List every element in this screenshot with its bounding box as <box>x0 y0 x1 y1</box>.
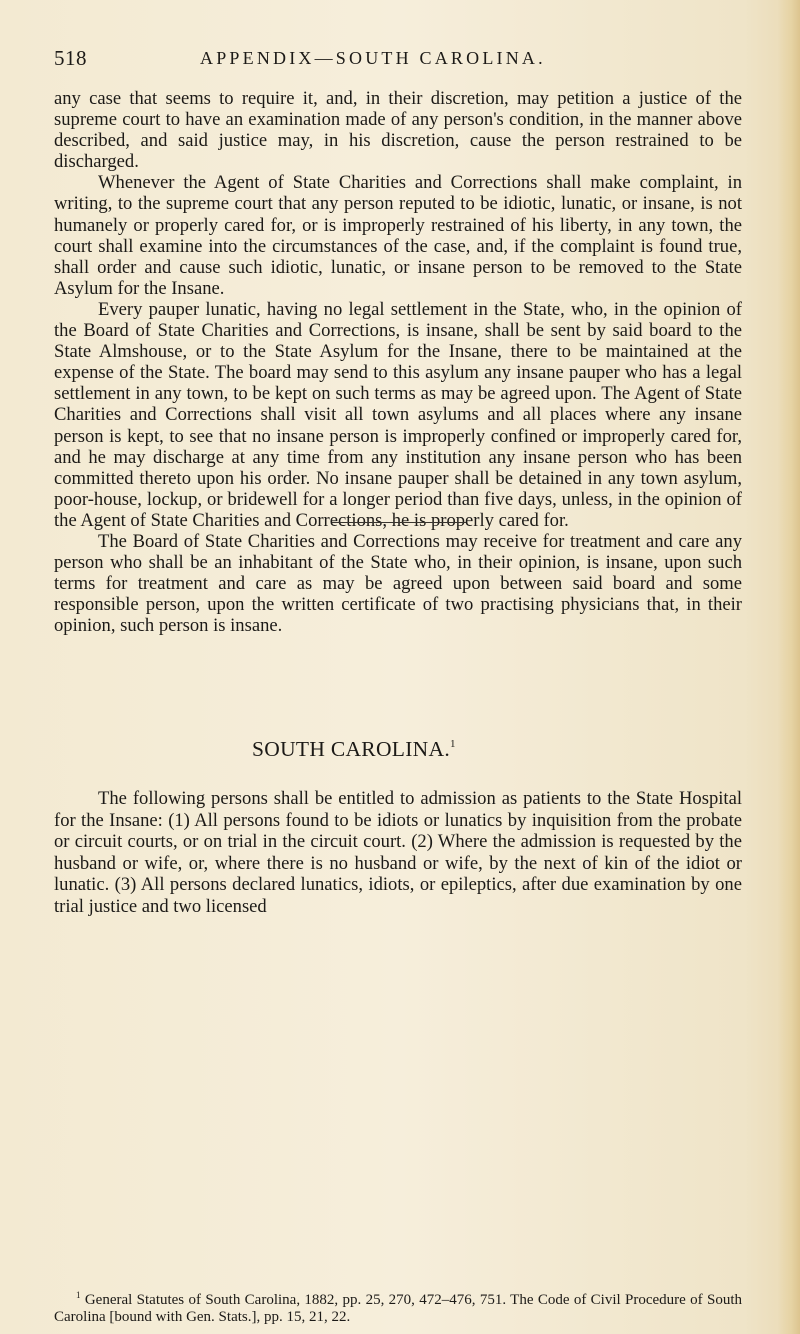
paragraph-continuation: any case that seems to require it, and, in their discretion, may petition a justice of the supreme court to have an examination made of any person's condition, in the manner above described, and said justice may, in his discretion, cause the person restrained to be discharged. <box>54 88 742 173</box>
paragraph-board-treatment: The Board of State Charities and Corrections may receive for treatment and care any person who shall be an inhabitant of the State who, in their opinion, is insane, upon such terms for treatment and care as may be agreed upon between said board and some responsible person, upon the written certificate of two practising physicians that, in their opinion, such person is insane. <box>54 530 742 637</box>
running-head: APPENDIX—SOUTH CAROLINA. <box>200 48 546 68</box>
page-number: 518 <box>54 46 87 70</box>
paragraph-admission: The following persons shall be entitled to admission as patients to the State Hospital for the Insane: (1) All persons found to be idiots or lunatics by inquisition from the probate or circuit courts, or on trial in the circuit court. (2) Where the admission is requested by the husband or wife, or, where there is no husband or wife, by the next of kin of the idiot or lunatic. (3) All persons declared lunatics, idiots, or epileptics, after due examination by one trial justice and two licensed <box>54 788 742 917</box>
footnote-text: General Statutes of South Carolina, 1882, pp. 25, 270, 472–476, 751. The Code of Civil Procedure of South Carolina [bound with Gen. Stats.], pp. 15, 21, 22. <box>54 1292 742 1325</box>
footnote-marker: 1 <box>76 1290 81 1300</box>
paragraph-agent-complaint: Whenever the Agent of State Charities and Corrections shall make complaint, in writing, to the supreme court that any person reputed to be idiotic, lunatic, or insane, is not humanely or properly cared for, or is improperly restrained of his liberty, in any town, the court shall examine into the circumstances of the case, and, if the complaint is found true, shall order and cause such idiotic, lunatic, or insane person to be removed to the State Asylum for the Insane. <box>54 172 742 299</box>
section-text <box>54 788 742 918</box>
footnote <box>54 1287 742 1326</box>
paragraph-pauper-lunatic: Every pauper lunatic, having no legal settlement in the State, who, in the opinion of the Board of State Charities and Corrections, is insane, shall be sent by said board to the State Almshouse, or to the State Asylum for the Insane, there to be maintained at the expense of the State. The board may send to this asylum any insane pauper who has a legal settlement in any town, to be kept on such terms as may be agreed upon. The Agent of State Charities and Corrections shall visit all town asylums and all places where any insane person is kept, to see that no insane person is improperly confined or improperly cared for, and he may discharge at any time from any institution any insane person who has been committed thereto upon his order. No insane pauper shall be detained in any town asylum, poor-house, lockup, or bridewell for a longer period than five days, unless, in the opinion of the Agent of State Charities and Corrections, he is properly cared for. <box>54 298 742 531</box>
body-text <box>54 88 742 636</box>
section-heading-text: SOUTH CAROLINA. <box>252 737 450 761</box>
page-header <box>54 46 754 74</box>
page-edge-shading <box>778 0 800 1334</box>
section-heading <box>252 737 552 762</box>
footnote-reference: 1 <box>450 738 456 750</box>
section-divider-rule <box>332 522 466 523</box>
